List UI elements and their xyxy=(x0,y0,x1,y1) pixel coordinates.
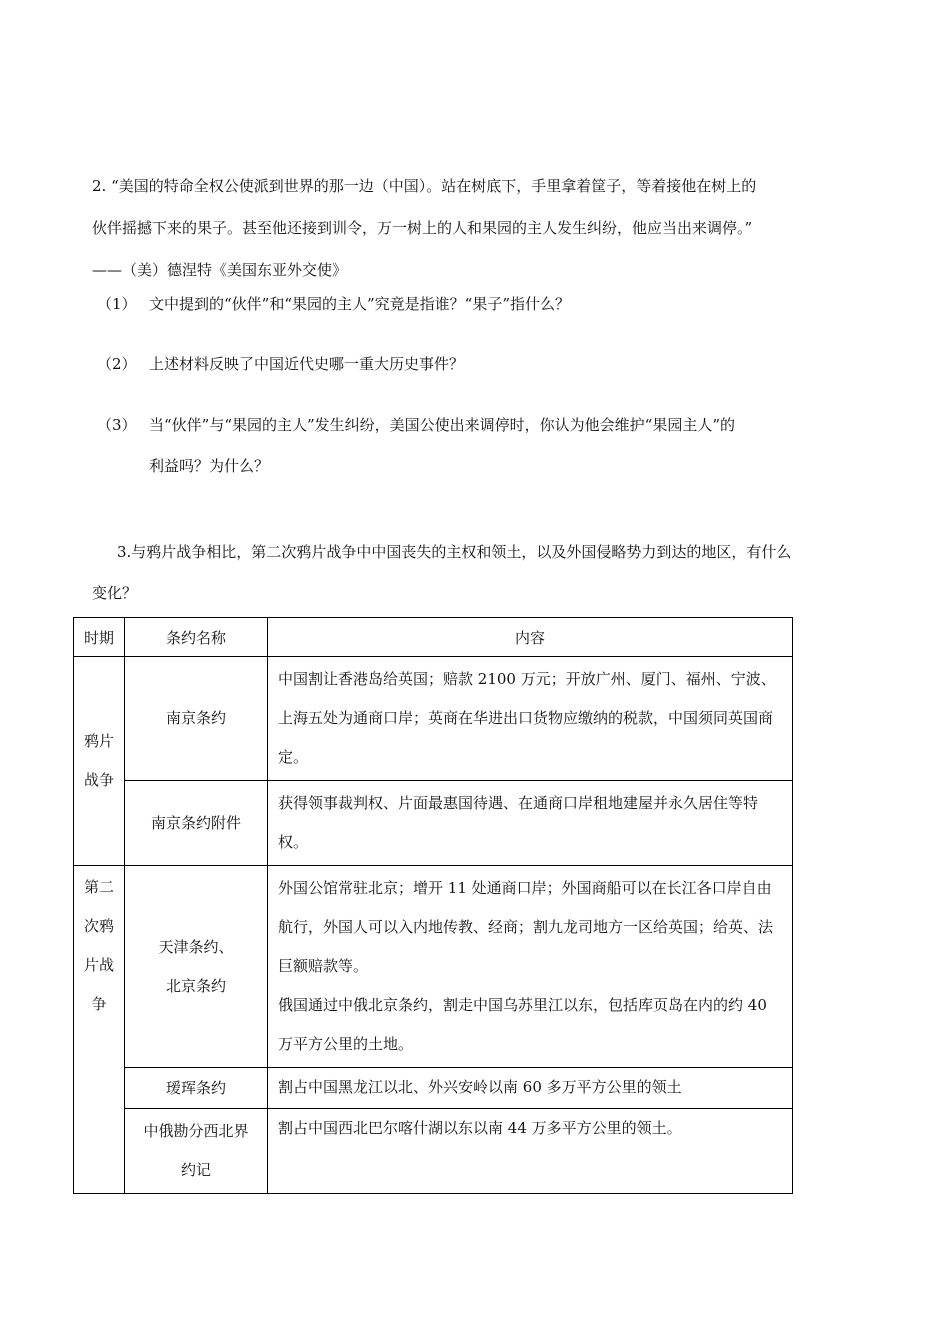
treaty-content xyxy=(268,1068,793,1109)
treaty-name-line1: 中俄勘分西北界 xyxy=(143,1122,249,1140)
treaty-content-text: 获得领事裁判权、片面最惠国待遇、在通商口岸租地建屋并永久居住等特权。 xyxy=(278,794,759,851)
period-opium-line1: 鸦片 xyxy=(83,732,114,750)
q2-sub3-text2: 利益吗？为什么？ xyxy=(149,457,270,475)
q2-line2: 伙伴摇撼下来的果子。甚至他还接到训令，万一树上的人和果园的主人发生纠纷，他应当出来调停。” xyxy=(92,219,753,237)
treaty-content-text: 割占中国西北巴尔喀什湖以东以南 44 万多平方公里的领土。 xyxy=(278,1119,682,1137)
q2-source: ——（美）德涅特《美国东亚外交使》 xyxy=(92,261,348,279)
table-row xyxy=(74,781,793,866)
period-opium-war xyxy=(74,657,125,866)
table-row xyxy=(74,1109,793,1194)
q2-sub2-text: 上述材料反映了中国近代史哪一重大历史事件？ xyxy=(149,355,465,373)
treaty-name-text: 瑷珲条约 xyxy=(165,1078,226,1097)
treaty-content xyxy=(268,866,793,1068)
treaty-name xyxy=(125,781,268,866)
q3-line2: 变化？ xyxy=(92,584,138,602)
treaty-name-line2: 约记 xyxy=(180,1161,211,1179)
q2-sub3-text: 当“伙伴”与“果园的主人”发生纠纷，美国公使出来调停时，你认为他会维护“果园主人”的 xyxy=(149,416,736,434)
treaty-name-line1: 天津条约、 xyxy=(158,937,234,956)
treaty-content-text: 割占中国黑龙江以北、外兴安岭以南 60 多万平方公里的领土 xyxy=(278,1078,682,1096)
header-content: 内容 xyxy=(268,618,793,657)
treaty-name xyxy=(125,1068,268,1109)
q2-sub3-num: （3） xyxy=(97,416,137,434)
q2-sub1-num: （1） xyxy=(97,295,137,313)
treaty-name xyxy=(125,657,268,781)
treaty-table xyxy=(73,617,793,1194)
table-header-row xyxy=(74,618,793,657)
header-name: 条约名称 xyxy=(125,618,268,657)
q2-sub2-num: （2） xyxy=(97,355,137,373)
treaty-content-text: 外国公馆常驻北京；增开 11 处通商口岸；外国商船可以在长江各口岸自由航行，外国人可以入内地传教、经商；割九龙司地方一区给英国；给英、法巨额赔款等。 xyxy=(278,879,774,975)
period-second-line1: 第二 xyxy=(83,878,114,896)
q2-line1: 2. “美国的特命全权公使派到世界的那一边（中国）。站在树底下，手里拿着筐子，等着接他在树上的 xyxy=(92,177,757,195)
treaty-content-text: 中国割让香港岛给英国；赔款 2100 万元；开放广州、厦门、福州、宁波、上海五处为通商口岸；英商在华进出口货物应缴纳的税款，中国须同英国商定。 xyxy=(278,670,776,766)
period-second-line3: 片战 xyxy=(83,956,114,974)
period-second-line4: 争 xyxy=(91,995,107,1013)
treaty-name xyxy=(125,866,268,1068)
treaty-name-line2: 北京条约 xyxy=(165,976,226,995)
treaty-content xyxy=(268,1109,793,1194)
treaty-content xyxy=(268,657,793,781)
q3-line1: 3.与鸦片战争相比，第二次鸦片战争中中国丧失的主权和领土，以及外国侵略势力到达的地区，有什么 xyxy=(117,543,792,561)
treaty-name-text: 南京条约附件 xyxy=(150,813,241,832)
treaty-name xyxy=(125,1109,268,1194)
header-period: 时期 xyxy=(74,618,125,657)
table-row xyxy=(74,657,793,781)
treaty-name-text: 南京条约 xyxy=(165,709,226,727)
period-second-line2: 次鸦 xyxy=(83,917,114,935)
q2-sub1-text: 文中提到的“伙伴”和“果园的主人”究竟是指谁？“果子”指什么？ xyxy=(149,295,571,313)
treaty-content-text-2: 俄国通过中俄北京条约，割走中国乌苏里江以东，包括库页岛在内的约 40 万平方公里的土地。 xyxy=(278,996,767,1053)
treaty-content xyxy=(268,781,793,866)
table-row xyxy=(74,866,793,1068)
period-opium-line2: 战争 xyxy=(83,771,114,789)
period-second-opium-war xyxy=(74,866,125,1194)
table-row xyxy=(74,1068,793,1109)
